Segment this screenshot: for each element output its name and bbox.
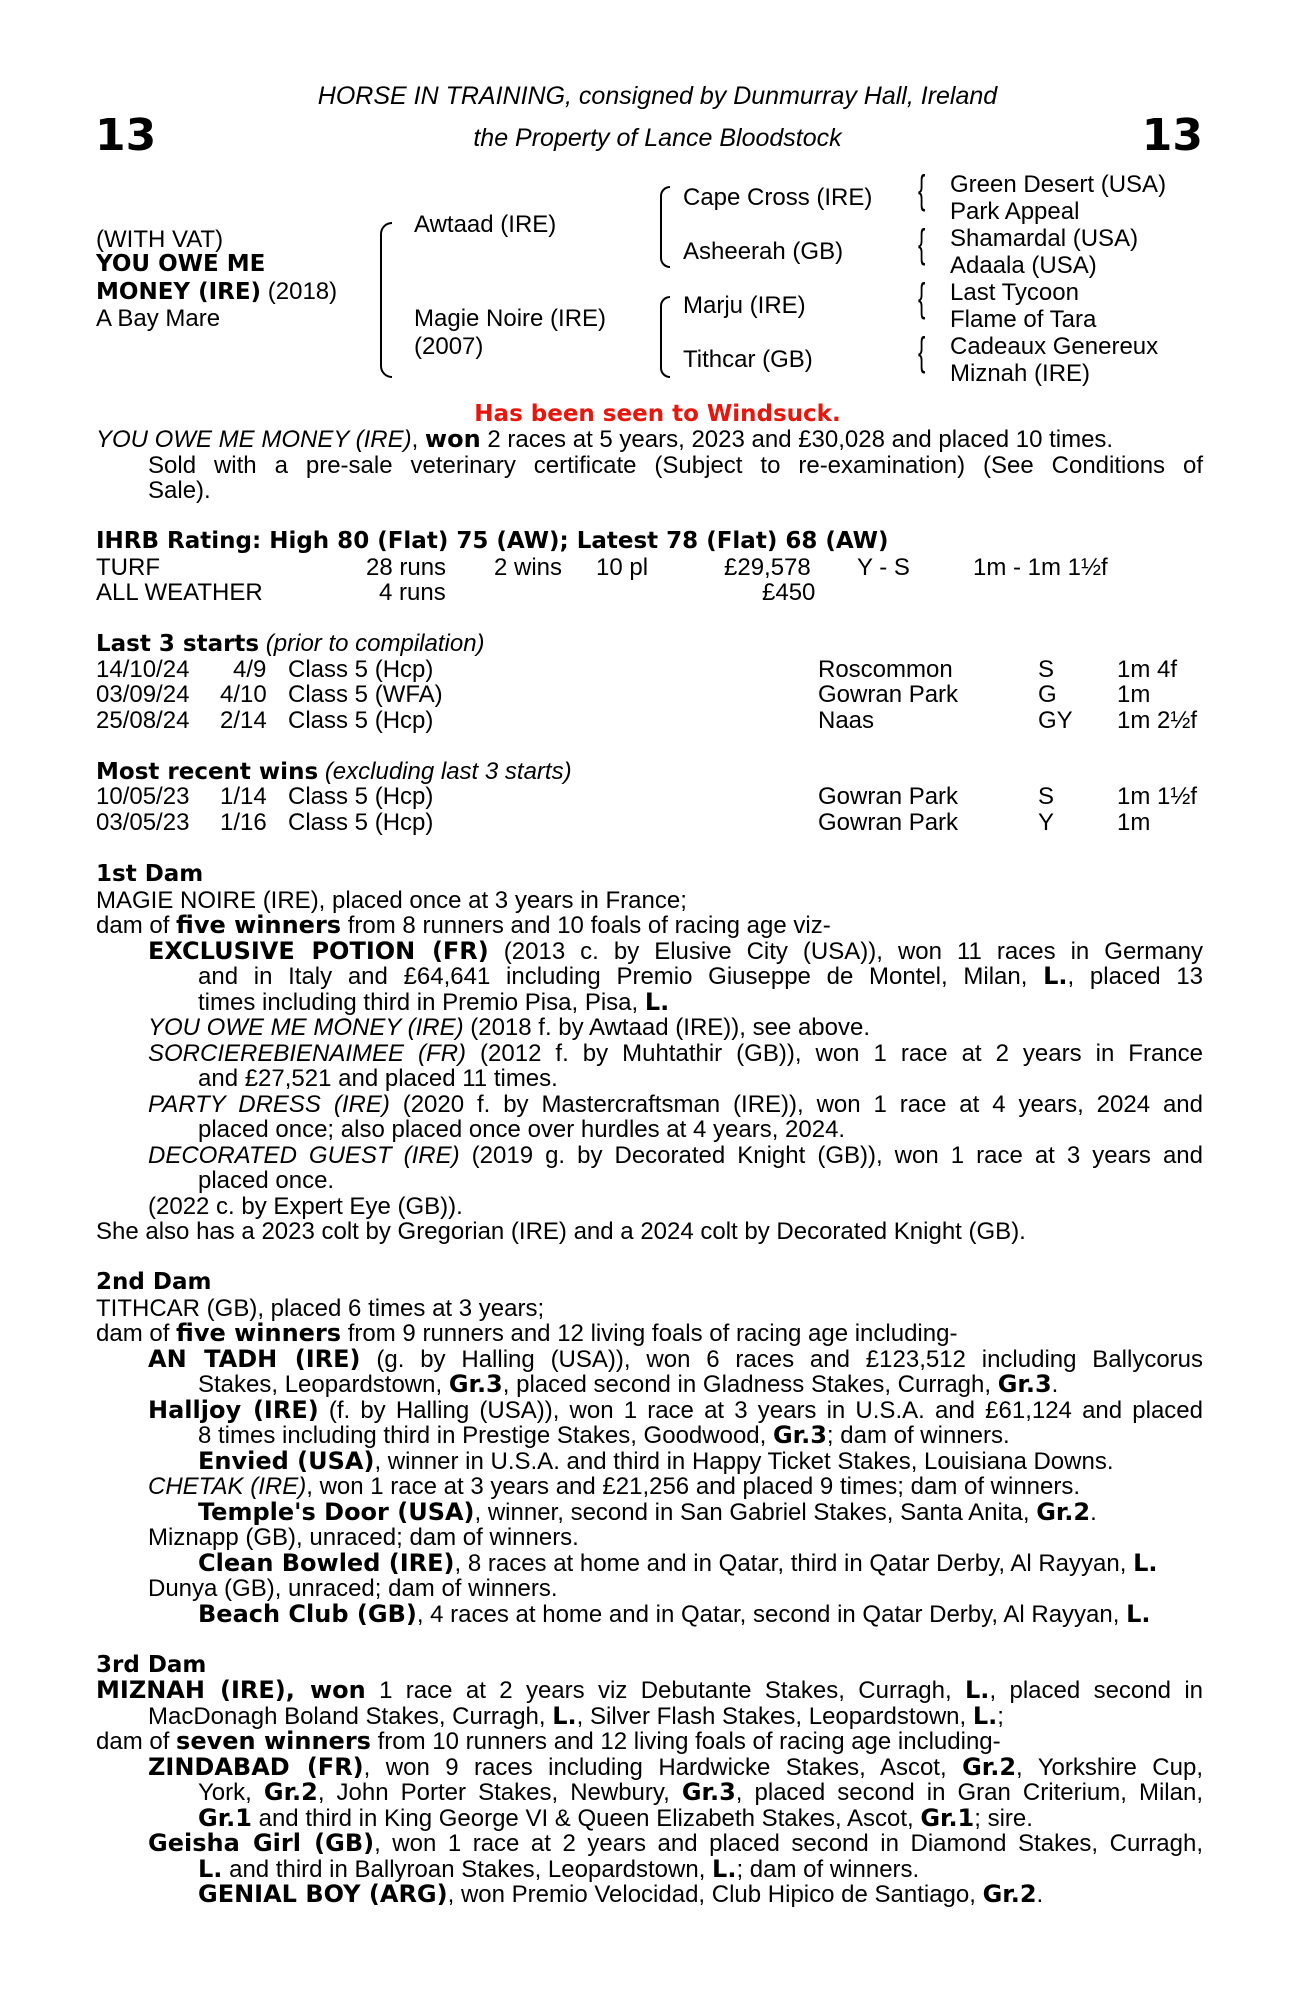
turf-row	[96, 555, 1203, 581]
ddd: Miznah (IRE)	[950, 360, 1091, 387]
brace-1: {	[918, 168, 926, 212]
sdd: Adaala (USA)	[950, 252, 1097, 279]
recent-row	[96, 810, 1203, 836]
dam2-line2: dam of five winners from 9 runners and 12 living foals of racing age including-	[96, 1319, 958, 1347]
recent-date: 03/05/23	[96, 808, 190, 836]
last3-note: (prior to compilation)	[265, 630, 485, 657]
dam3-geisha-1: Geisha Girl (GB), won 1 race at 2 years and placed second in Diamond Stakes, Curragh,	[148, 1829, 1203, 1857]
last3-course: Gowran Park	[818, 681, 959, 708]
recent-course: Gowran Park	[818, 783, 959, 810]
lot-number-right: 13	[1141, 110, 1203, 161]
progeny-2-line1: YOU OWE ME MONEY (IRE) (2018 f. by Awtaad (IRE)), see above.	[148, 1014, 871, 1041]
aw-money: £450	[762, 579, 816, 606]
turf-runs: 28 runs	[366, 553, 447, 581]
dam2-chetak: CHETAK (IRE), won 1 race at 3 years and £21,256 and placed 9 times; dam of winners.	[148, 1473, 1081, 1500]
last3-dist: 1m 4f	[1117, 655, 1178, 683]
last3-title-row	[96, 631, 1203, 657]
progeny-1-line3: times including third in Premio Pisa, Pisa, L.	[198, 987, 670, 1016]
summary-won: won	[424, 425, 481, 453]
pedigree-bracket-1	[380, 222, 392, 378]
recent-going: S	[1038, 783, 1055, 810]
dam1-line1: MAGIE NOIRE (IRE), placed once at 3 years in France;	[96, 886, 687, 914]
summary-line2: Sold with a pre-sale veterinary certificate (Subject to re-examination) (See Conditions of	[148, 451, 1203, 479]
progeny-5-line1: DECORATED GUEST (IRE) (2019 g. by Decorated Knight (GB)), won 1 race at 3 years and	[148, 1141, 1203, 1169]
recent-date: 10/05/23	[96, 783, 190, 810]
pedigree-bracket-sire	[660, 186, 670, 268]
progeny-5-line2: placed once.	[198, 1167, 335, 1194]
dds: Cadeaux Genereux	[950, 333, 1159, 360]
brace-4: {	[918, 330, 926, 374]
windsuck-notice: Has been seen to Windsuck.	[474, 401, 841, 427]
recent-dist: 1m 1½f	[1117, 783, 1198, 810]
dam-sire: Marju (IRE)	[683, 292, 806, 319]
horse-year: (2018)	[267, 278, 338, 305]
progeny-6-line1: (2022 c. by Expert Eye (GB)).	[148, 1192, 463, 1220]
dam3-zindabad-2: York, Gr.2, John Porter Stakes, Newbury, Gr.3, placed second in Gran Criterium, Milan,	[198, 1778, 1204, 1806]
recent-class: Class 5 (Hcp)	[288, 808, 434, 836]
dam2-miznapp: Miznapp (GB), unraced; dam of winners.	[148, 1524, 579, 1551]
dam-dam: Tithcar (GB)	[683, 346, 813, 373]
dam1-line2: dam of five winners from 8 runners and 10 foals of racing age viz-	[96, 911, 831, 939]
aw-runs: 4 runs	[379, 579, 446, 606]
last3-title: Last 3 starts	[96, 631, 260, 657]
progeny-4-line2: placed once; also placed once over hurdles at 4 years, 2024.	[198, 1116, 846, 1143]
last3-class: Class 5 (Hcp)	[288, 655, 434, 683]
horse-description: A Bay Mare	[96, 305, 221, 332]
dam3-line2: dam of seven winners from 10 runners and 12 living foals of racing age including-	[96, 1727, 1001, 1755]
last3-date: 14/10/24	[96, 655, 190, 683]
sire-sire: Cape Cross (IRE)	[683, 184, 873, 211]
dam3-genial-boy: GENIAL BOY (ARG), won Premio Velocidad, Club Hipico de Santiago, Gr.2.	[198, 1880, 1044, 1908]
progeny-1-line1: EXCLUSIVE POTION (FR) (2013 c. by Elusive City (USA)), won 11 races in Germany	[148, 936, 1203, 965]
dam2-an-tadh-1: AN TADH (IRE) (g. by Halling (USA)), won 6 races and £123,512 including Ballycorus	[148, 1344, 1204, 1373]
pedigree-bracket-dam	[660, 296, 670, 378]
horse-name-2: MONEY (IRE)	[96, 279, 262, 305]
brace-3: {	[918, 276, 926, 320]
dam2-dunya: Dunya (GB), unraced; dam of winners.	[148, 1575, 558, 1602]
dam3-title: 3rd Dam	[96, 1651, 207, 1678]
rating-title: IHRB Rating: High 80 (Flat) 75 (AW); Latest 78 (Flat) 68 (AW)	[96, 528, 889, 554]
dam1-title: 1st Dam	[96, 861, 204, 887]
summary-text1: 2 races at 5 years, 2023 and £30,028 and placed 10 times.	[487, 426, 1114, 453]
last3-pos: 4/10	[220, 681, 267, 708]
sire-dam: Asheerah (GB)	[683, 238, 844, 265]
dam2-halljoy-2: 8 times including third in Prestige Stakes, Goodwood, Gr.3; dam of winners.	[198, 1421, 1010, 1449]
progeny-3-line2: and £27,521 and placed 11 times.	[198, 1065, 558, 1092]
last3-row	[96, 708, 1203, 734]
dam3-zindabad-3: Gr.1 and third in King George VI & Queen Elizabeth Stakes, Ascot, Gr.1; sire.	[198, 1803, 1033, 1832]
recent-note: (excluding last 3 starts)	[324, 757, 572, 785]
dam2-halljoy-1: Halljoy (IRE) (f. by Halling (USA)), won 1 race at 3 years in U.S.A. and £61,124 and placed	[148, 1395, 1203, 1424]
last3-row	[96, 682, 1203, 708]
lot-number-left: 13	[95, 110, 157, 161]
vat-label: (WITH VAT)	[96, 226, 224, 253]
recent-row	[96, 784, 1203, 810]
recent-title: Most recent wins	[96, 758, 319, 785]
summary-line1: YOU OWE ME MONEY (IRE), won 2 races at 5 years, 2023 and £30,028 and placed 10 times.	[96, 425, 1114, 453]
dam3-miznah-1: MIZNAH (IRE), won 1 race at 2 years viz Debutante Stakes, Curragh, L., placed second in	[96, 1676, 1204, 1704]
dam3-miznah-2: MacDonagh Boland Stakes, Curragh, L., Silver Flash Stakes, Leopardstown, L.;	[148, 1701, 1004, 1730]
dss: Last Tycoon	[950, 279, 1079, 306]
sss: Green Desert (USA)	[950, 171, 1167, 198]
dam1-also: She also has a 2023 colt by Gregorian (IRE) and a 2024 colt by Decorated Knight (GB).	[96, 1218, 1026, 1245]
sire-name: Awtaad (IRE)	[414, 211, 557, 238]
ssd: Park Appeal	[950, 198, 1080, 225]
progeny-1-line2: and in Italy and £64,641 including Premio Giuseppe de Montel, Milan, L., placed 13	[198, 962, 1204, 990]
last3-dist: 1m 2½f	[1117, 706, 1198, 734]
last3-going: G	[1038, 681, 1057, 708]
horse-name-line2	[96, 278, 337, 306]
last3-course: Roscommon	[818, 655, 953, 683]
last3-going: GY	[1038, 706, 1073, 734]
aw-row	[96, 580, 1203, 606]
dam2-clean-bowled: Clean Bowled (IRE), 8 races at home and in Qatar, third in Qatar Derby, Al Rayyan, L.	[198, 1548, 1158, 1577]
recent-title-row	[96, 759, 1203, 785]
turf-money: £29,578	[724, 553, 811, 581]
last3-dist: 1m	[1117, 681, 1151, 708]
horse-name-line1: YOU OWE ME	[96, 251, 266, 277]
summary-horse-name: YOU OWE ME MONEY (IRE)	[96, 426, 412, 453]
last3-date: 25/08/24	[96, 706, 190, 734]
dam-name: Magie Noire (IRE)	[414, 305, 607, 332]
sds: Shamardal (USA)	[950, 225, 1139, 252]
recent-pos: 1/16	[220, 808, 267, 836]
turf-going: Y - S	[857, 553, 910, 581]
dam2-an-tadh-2: Stakes, Leopardstown, Gr.3, placed second in Gladness Stakes, Curragh, Gr.3.	[198, 1370, 1059, 1398]
recent-course: Gowran Park	[818, 808, 959, 836]
dam2-envied: Envied (USA), winner in U.S.A. and third in Happy Ticket Stakes, Louisiana Downs.	[198, 1446, 1114, 1475]
header-consignor: HORSE IN TRAINING, consigned by Dunmurray Hall, Ireland	[317, 82, 998, 110]
turf-wins: 2 wins	[494, 553, 563, 581]
last3-row	[96, 657, 1203, 683]
dsd: Flame of Tara	[950, 306, 1097, 333]
dam2-temples-door: Temple's Door (USA), winner, second in San Gabriel Stakes, Santa Anita, Gr.2.	[198, 1497, 1097, 1526]
catalogue-body	[96, 427, 1203, 1908]
turf-label: TURF	[96, 553, 160, 581]
dam2-line1: TITHCAR (GB), placed 6 times at 3 years;	[96, 1294, 545, 1322]
recent-dist: 1m	[1117, 808, 1151, 836]
progeny-4-line1: PARTY DRESS (IRE) (2020 f. by Mastercraftsman (IRE)), won 1 race at 4 years, 2024 and	[148, 1090, 1203, 1118]
turf-distance: 1m - 1m 1½f	[973, 553, 1108, 581]
dam2-title: 2nd Dam	[96, 1269, 212, 1295]
turf-placed: 10 pl	[596, 553, 649, 581]
last3-date: 03/09/24	[96, 681, 190, 708]
progeny-3-line1: SORCIEREBIENAIMEE (FR) (2012 f. by Muhtathir (GB)), won 1 race at 2 years in France	[148, 1039, 1204, 1067]
dam-year: (2007)	[414, 333, 484, 360]
summary-line3: Sale).	[148, 477, 211, 504]
last3-pos: 4/9	[233, 655, 267, 683]
last3-pos: 2/14	[220, 706, 267, 734]
aw-label: ALL WEATHER	[96, 579, 263, 606]
recent-going: Y	[1038, 808, 1055, 836]
dam3-geisha-2: L. and third in Ballyroan Stakes, Leopardstown, L.; dam of winners.	[198, 1854, 920, 1883]
recent-pos: 1/14	[220, 783, 267, 810]
last3-class: Class 5 (Hcp)	[288, 706, 434, 734]
header-property: the Property of Lance Bloodstock	[473, 124, 842, 152]
brace-2: {	[918, 222, 926, 266]
dam3-zindabad-1: ZINDABAD (FR), won 9 races including Hardwicke Stakes, Ascot, Gr.2, Yorkshire Cup,	[148, 1752, 1204, 1781]
last3-class: Class 5 (WFA)	[288, 681, 443, 708]
dam2-beach-club: Beach Club (GB), 4 races at home and in Qatar, second in Qatar Derby, Al Rayyan, L.	[198, 1599, 1151, 1628]
last3-course: Naas	[818, 706, 875, 734]
last3-going: S	[1038, 655, 1055, 683]
recent-class: Class 5 (Hcp)	[288, 783, 434, 810]
